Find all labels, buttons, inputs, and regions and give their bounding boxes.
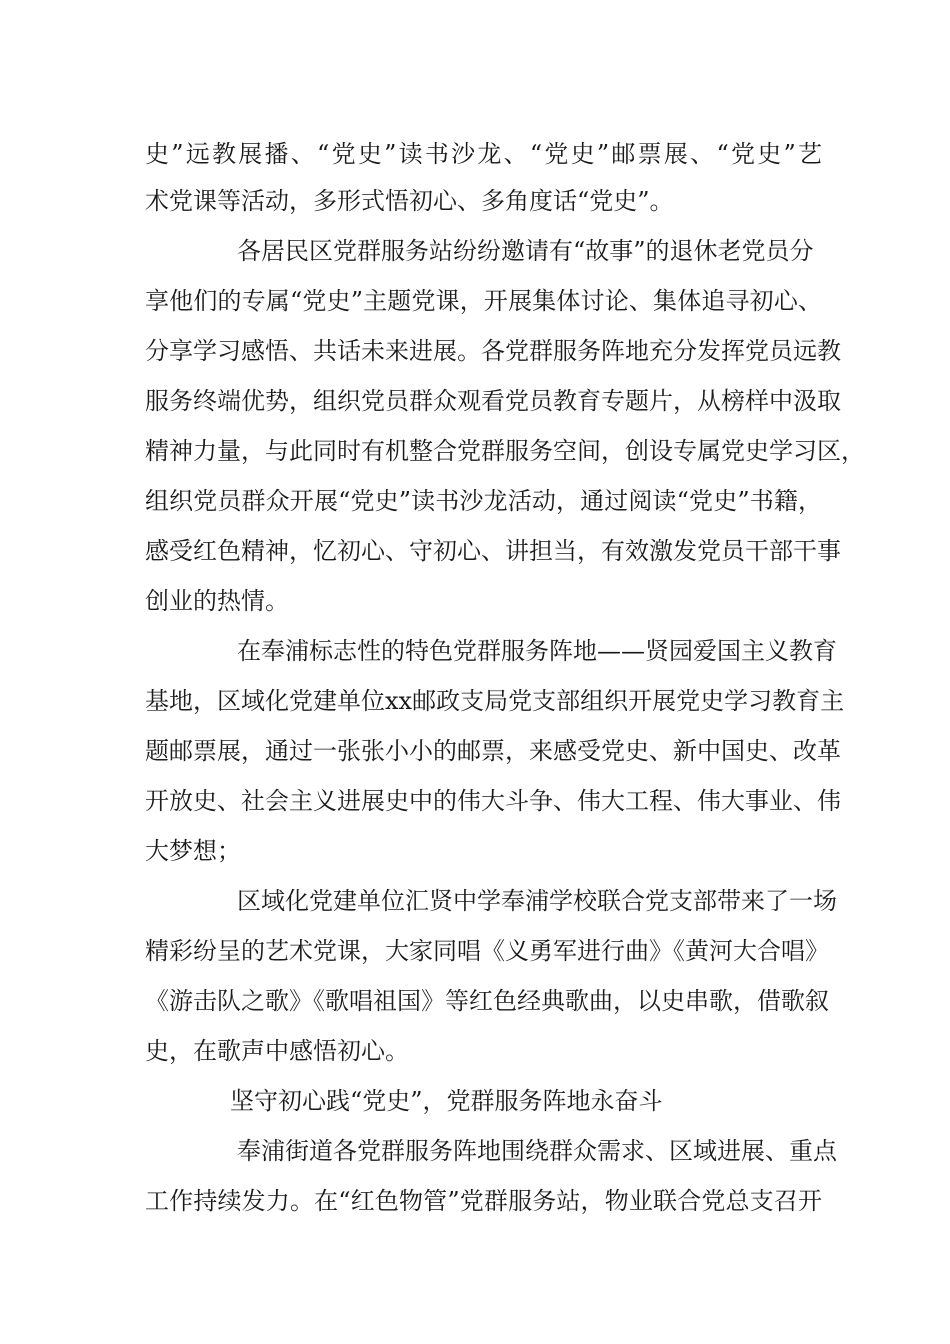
text-line: 基地，区域化党建单位xx邮政支局党支部组织开展党史学习教育主: [145, 687, 845, 715]
text-line: 创业的热情。: [145, 587, 289, 615]
text-line: 在奉浦标志性的特色党群服务阵地——贤园爱国主义教育: [237, 637, 837, 665]
text-line: 区域化党建单位汇贤中学奉浦学校联合党支部带来了一场: [237, 887, 837, 915]
text-line: 史”远教展播、“党史”读书沙龙、“党史”邮票展、“党史”艺: [145, 140, 822, 168]
text-line: 奉浦街道各党群服务阵地围绕群众需求、区域进展、重点: [237, 1137, 837, 1165]
text-line: 精神力量，与此同时有机整合党群服务空间，创设专属党史学习区，: [145, 437, 865, 465]
text-line: 精彩纷呈的艺术党课，大家同唱《义勇军进行曲》《黄河大合唱》: [145, 937, 829, 965]
text-line: 享他们的专属“党史”主题党课，开展集体讨论、集体追寻初心、: [145, 287, 822, 315]
section-heading: 坚守初心践“党史”，党群服务阵地永奋斗: [230, 1087, 663, 1115]
text-line: 服务终端优势，组织党员群众观看党员教育专题片，从榜样中汲取: [145, 387, 841, 415]
text-line: 开放史、社会主义进展史中的伟大斗争、伟大工程、伟大事业、伟: [145, 787, 841, 815]
text-line: 各居民区党群服务站纷纷邀请有“故事”的退休老党员分: [237, 237, 814, 265]
text-line: 工作持续发力。在“红色物管”党群服务站，物业联合党总支召开: [145, 1187, 822, 1215]
text-line: 题邮票展，通过一张张小小的邮票，来感受党史、新中国史、改革: [145, 737, 841, 765]
text-line: 大梦想；: [145, 837, 241, 865]
text-line: 组织党员群众开展“党史”读书沙龙活动，通过阅读“党史”书籍，: [145, 487, 822, 515]
text-line: 术党课等活动，多形式悟初心、多角度话“党史”。: [145, 187, 674, 215]
text-line: 史，在歌声中感悟初心。: [145, 1037, 409, 1065]
text-line: 《游击队之歌》《歌唱祖国》等红色经典歌曲，以史串歌，借歌叙: [145, 987, 829, 1015]
text-line: 分享学习感悟、共话未来进展。各党群服务阵地充分发挥党员远教: [145, 337, 841, 365]
text-line: 感受红色精神，忆初心、守初心、讲担当，有效激发党员干部干事: [145, 537, 841, 565]
